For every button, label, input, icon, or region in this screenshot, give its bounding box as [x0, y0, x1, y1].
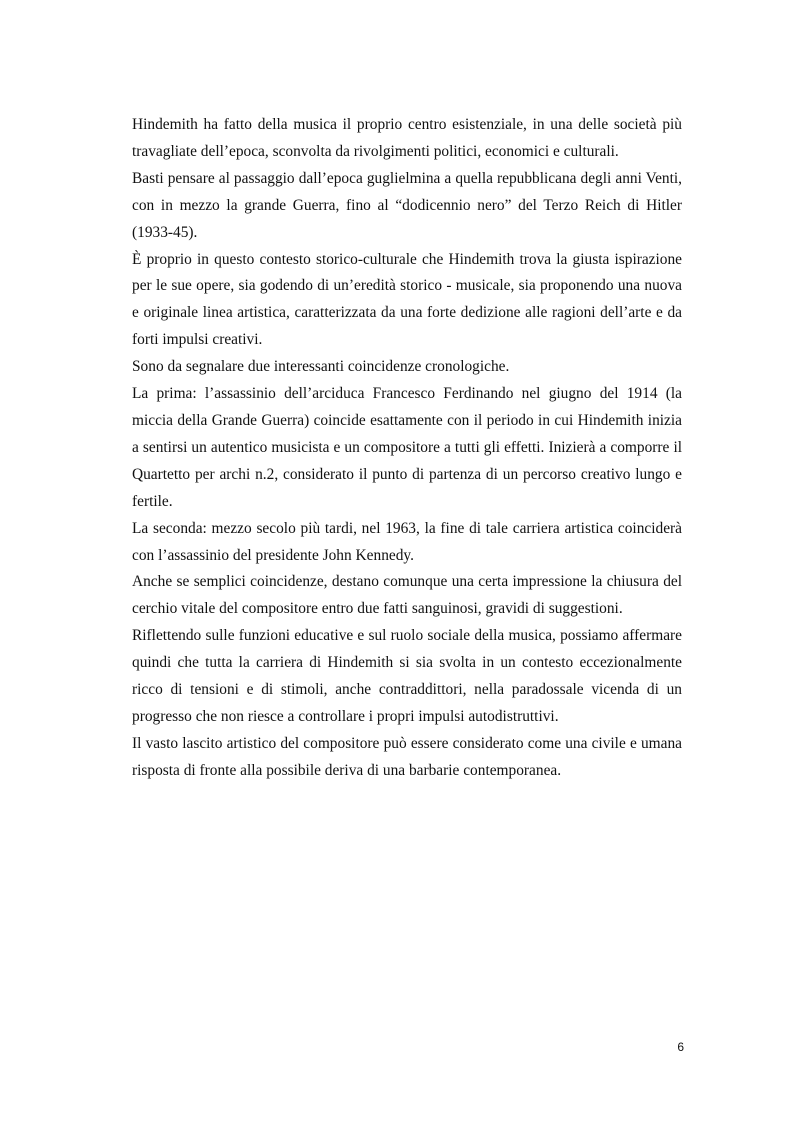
body-text [132, 112, 682, 785]
paragraph: La seconda: mezzo secolo più tardi, nel 1963, la fine di tale carriera artistica coinciderà con l’assassinio del presidente John Kennedy. [132, 519, 682, 564]
paragraph: Sono da segnalare due interessanti coincidenze cronologiche. [132, 358, 510, 376]
paragraph: Basti pensare al passaggio dall’epoca guglielmina a quella repubblicana degli anni Venti, con in mezzo la grande Guerra, fino al “dodicennio nero” del Terzo Reich di Hitler (1933-45). [132, 169, 682, 241]
paragraph: La prima: l’assassinio dell’arciduca Francesco Ferdinando nel giugno del 1914 (la miccia della Grande Guerra) coincide esattamente con il periodo in cui Hindemith inizia a sentirsi un autentico musicista e un compositore a tutti gli effetti. Inizierà a comporre il Quartetto per archi n.2, considerato il punto di partenza di un percorso creativo lungo e fertile. [132, 385, 682, 510]
paragraph: È proprio in questo contesto storico-culturale che Hindemith trova la giusta ispirazione per le sue opere, sia godendo di un’eredità storico - musicale, sia proponendo una nuova e originale linea artistica, caratterizzata da una forte dedizione alle ragioni dell’arte e da forti impulsi creativi. [132, 250, 682, 349]
paragraph: Il vasto lascito artistico del compositore può essere considerato come una civile e umana risposta di fronte alla possibile deriva di una barbarie contemporanea. [132, 734, 682, 779]
paragraph: Hindemith ha fatto della musica il proprio centro esistenziale, in una delle società più travagliate dell’epoca, sconvolta da rivolgimenti politici, economici e culturali. [132, 116, 682, 160]
paragraph: Riflettendo sulle funzioni educative e sul ruolo sociale della musica, possiamo affermare quindi che tutta la carriera di Hindemith si sia svolta in un contesto eccezionalmente ricco di tensioni e di stimoli, anche contraddittori, nella paradossale vicenda di un progresso che non riesce a controllare i propri impulsi autodistruttivi. [132, 627, 682, 725]
paragraph: Anche se semplici coincidenze, destano comunque una certa impressione la chiusura del cerchio vitale del compositore entro due fatti sanguinosi, gravidi di suggestioni. [132, 573, 682, 618]
page-number: 6 [677, 1040, 684, 1054]
